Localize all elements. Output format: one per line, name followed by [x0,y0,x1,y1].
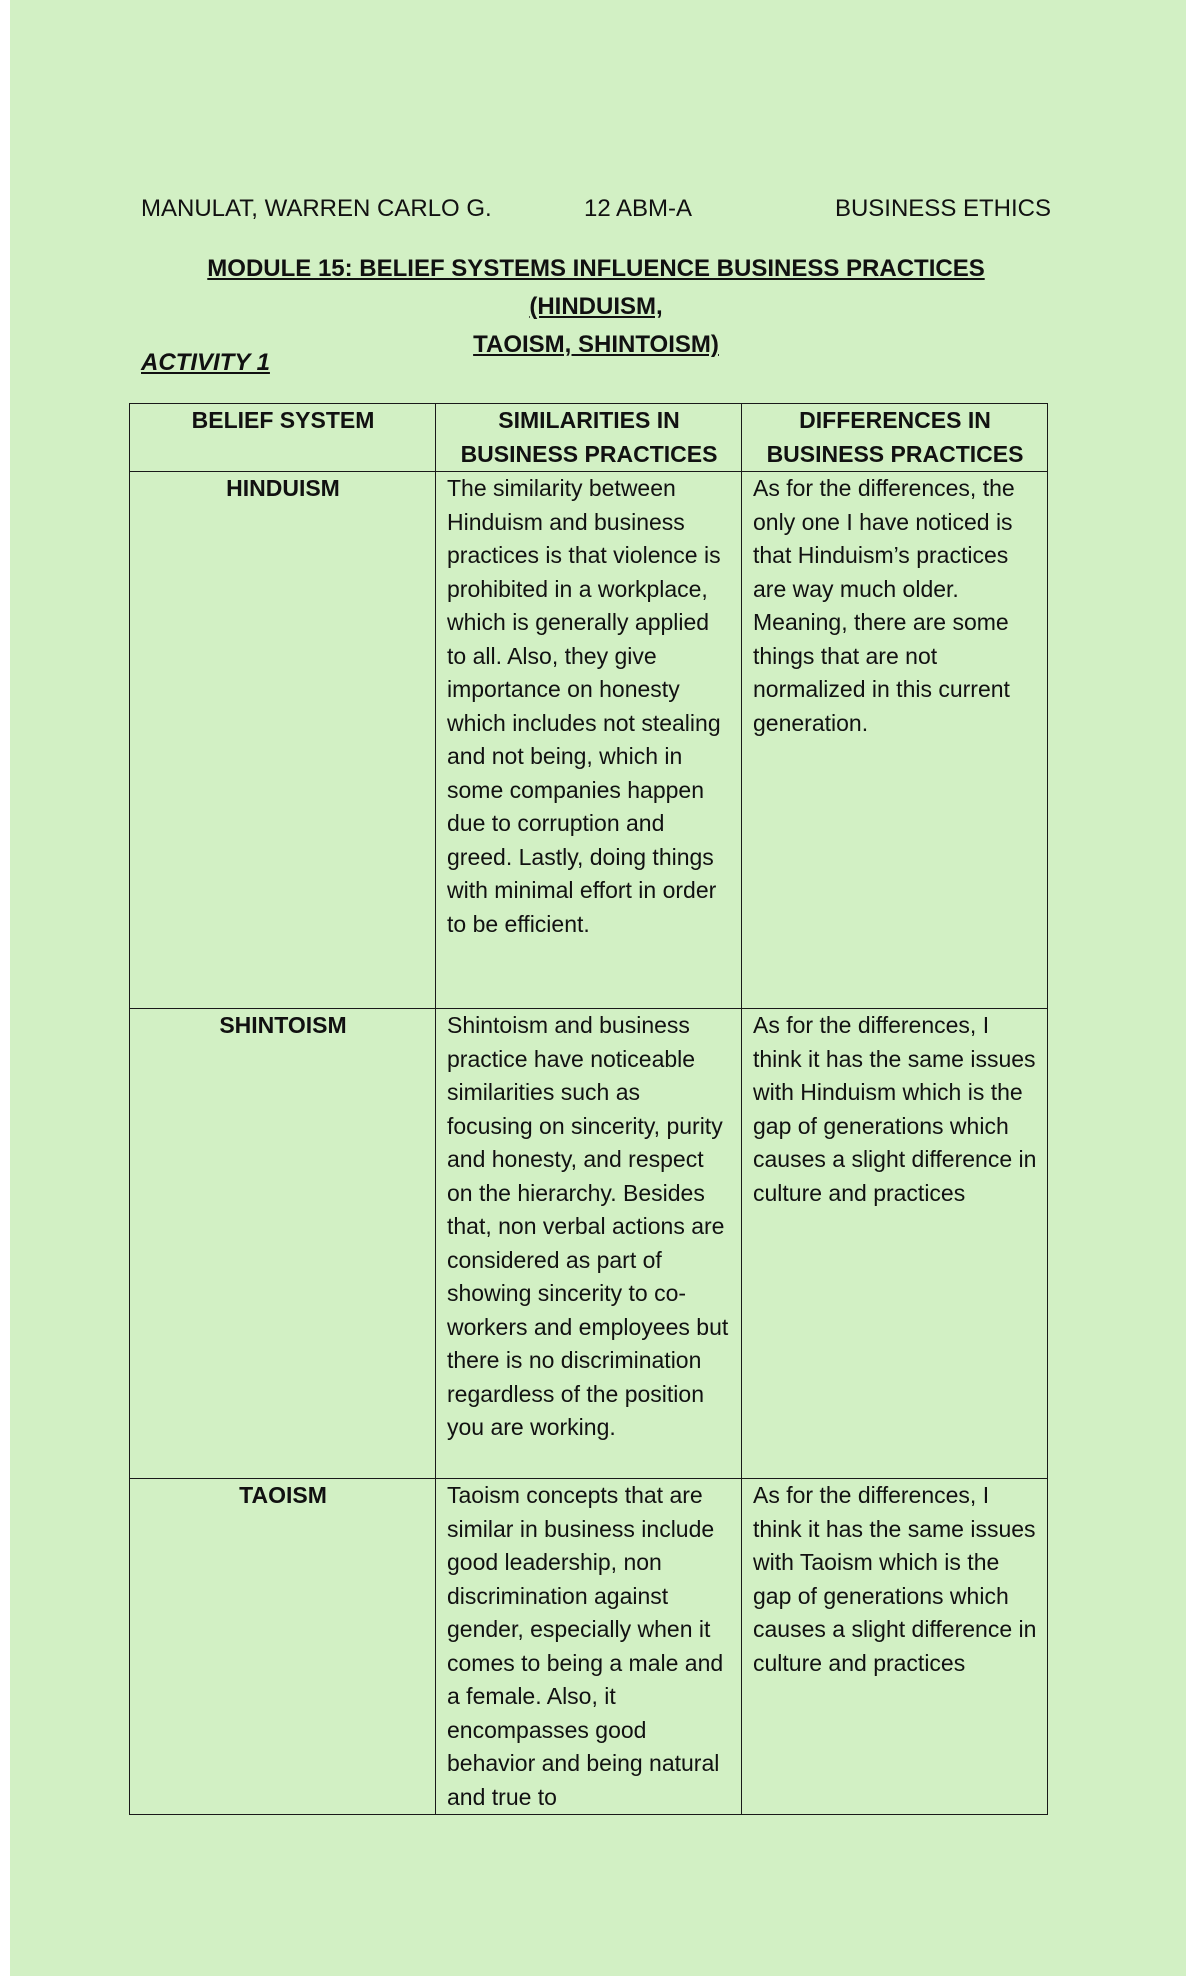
module-title-line-2: TAOISM, SHINTOISM) [473,331,719,358]
similarities-cell: The similarity between Hinduism and business practices is that violence is prohibited in a workplace, which is generally applied to all. Also, they give importance on honesty which includes not stealing and not being, which in some companies happen due to corruption and greed. Lastly, doing things with minimal effort in order to be efficient. [436,472,742,1009]
class-section: 12 ABM-A [584,195,693,222]
document-header [141,192,1051,226]
belief-name: HINDUISM [130,472,436,1009]
module-title [141,250,1051,364]
table-row [130,472,1048,1009]
similarities-cell: Taoism concepts that are similar in business include good leadership, non discrimination against gender, especially when it comes to being a male and a female. Also, it encompasses good behavior and being natural and true to [436,1479,742,1815]
module-title-line-1: MODULE 15: BELIEF SYSTEMS INFLUENCE BUSINESS PRACTICES (HINDUISM, [207,255,985,320]
header-differences: DIFFERENCES IN BUSINESS PRACTICES [742,404,1048,472]
similarities-cell: Shintoism and business practice have noticeable similarities such as focusing on sincerity, purity and honesty, and respect on the hierarchy. Besides that, non verbal actions are considered as part of showing sincerity to co-workers and employees but there is no discrimination regardless of the position you are working. [436,1009,742,1479]
belief-name: TAOISM [130,1479,436,1815]
table-row [130,1479,1048,1815]
document-page [10,0,1186,1976]
header-belief-system: BELIEF SYSTEM [130,404,436,472]
activity-label: ACTIVITY 1 [141,349,270,376]
belief-name: SHINTOISM [130,1009,436,1479]
belief-systems-table [129,403,1048,1815]
subject-name: BUSINESS ETHICS [834,195,1051,222]
differences-cell: As for the differences, the only one I have noticed is that Hinduism’s practices are way much older. Meaning, there are some things that are not normalized in this current generation. [742,472,1048,1009]
table-row [130,1009,1048,1479]
differences-cell: As for the differences, I think it has the same issues with Hinduism which is the gap of generations which causes a slight difference in culture and practices [742,1009,1048,1479]
header-similarities: SIMILARITIES IN BUSINESS PRACTICES [436,404,742,472]
student-name: MANULAT, WARREN CARLO G. [141,195,492,222]
table-header-row [130,404,1048,472]
differences-cell: As for the differences, I think it has the same issues with Taoism which is the gap of generations which causes a slight difference in culture and practices [742,1479,1048,1815]
